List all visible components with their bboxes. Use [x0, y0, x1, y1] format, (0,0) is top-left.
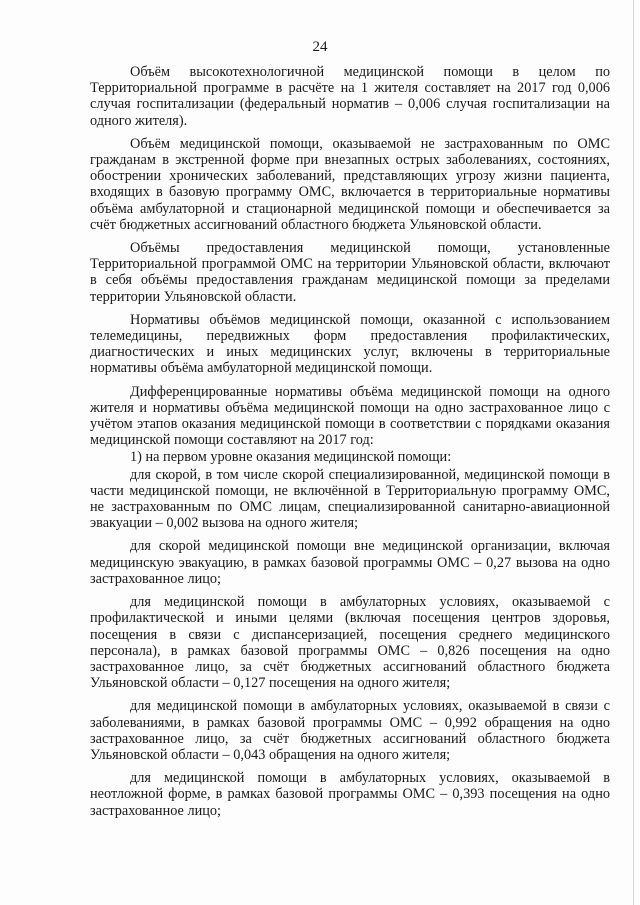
document-body	[90, 64, 610, 826]
list-item-emergency-uninsured: для скорой, в том числе скорой специализированной, медицинской помощи в части медицинской помощи, не включённой в Территориальную программу ОМС, не застрахованным по ОМС лицам, специализированной санитарно-авиационной эвакуации – 0,002 вызова на одного жителя;	[90, 466, 610, 532]
page-edge-line	[633, 0, 634, 905]
paragraph-outside-region: Объёмы предоставления медицинской помощи, установленные Территориальной программой ОМС на территории Ульяновской области, включают в себя объёмы предоставления гражданам медицинской помощи за пределами территории Ульяновской области.	[90, 240, 610, 305]
list-item-outpatient-preventive: для медицинской помощи в амбулаторных условиях, оказываемой с профилактической и иными целями (включая посещения центров здоровья, посещения в связи с диспансеризацией, посещения среднего медицинского персонала), в рамках базовой программы ОМС – 0,826 посещения на одно застрахованное лицо, за счёт бюджетных ассигнований областного бюджета Ульяновской области – 0,127 посещения на одного жителя;	[90, 594, 610, 692]
page-number: 24	[312, 39, 328, 55]
paragraph-telemedicine: Нормативы объёмов медицинской помощи, оказанной с использованием телемедицины, передвижных форм предоставления профилактических, диагностических и иных медицинских услуг, включены в территориальные нормативы объёма амбулаторной медицинской помощи.	[90, 311, 610, 377]
paragraph-differentiated-norms: Дифференцированные нормативы объёма медицинской помощи на одного жителя и нормативы объёма медицинской помощи на одно застрахованное лицо с учётом этапов оказания медицинской помощи в соответствии с порядками оказания медицинской помощи составляют на 2017 год:	[90, 383, 610, 449]
list-item-emergency-oms: для скорой медицинской помощи вне медицинской организации, включая медицинскую эвакуацию, в рамках базовой программы ОМС – 0,27 вызова на одно застрахованное лицо;	[90, 538, 610, 587]
paragraph-uninsured-care: Объём медицинской помощи, оказываемой не застрахованным по ОМС гражданам в экстренной форме при внезапных острых заболеваниях, состояниях, обострении хронических заболеваний, представляющих угрозу жизни пациента, входящих в базовую программу ОМС, включается в территориальные нормативы объёма амбулаторной и стационарной медицинской помощи и обеспечивается за счёт бюджетных ассигнований областного бюджета Ульяновской области.	[90, 135, 610, 233]
paragraph-hightech-volume: Объём высокотехнологичной медицинской помощи в целом по Территориальной программе в расчёте на 1 жителя составляет на 2017 год 0,006 случая госпитализации (федеральный норматив – 0,006 случая госпитализации на одного жителя).	[90, 64, 610, 129]
list-item-outpatient-disease: для медицинской помощи в амбулаторных условиях, оказываемой в связи с заболеваниями, в рамках базовой программы ОМС – 0,992 обращения на одно застрахованное лицо, за счёт бюджетных ассигнований областного бюджета Ульяновской области – 0,043 обращения на одного жителя;	[90, 698, 610, 763]
paragraph-first-level-heading: 1) на первом уровне оказания медицинской помощи:	[130, 449, 452, 466]
list-item-outpatient-urgent: для медицинской помощи в амбулаторных условиях, оказываемой в неотложной форме, в рамках базовой программы ОМС – 0,393 посещения на одно застрахованное лицо;	[90, 770, 610, 819]
